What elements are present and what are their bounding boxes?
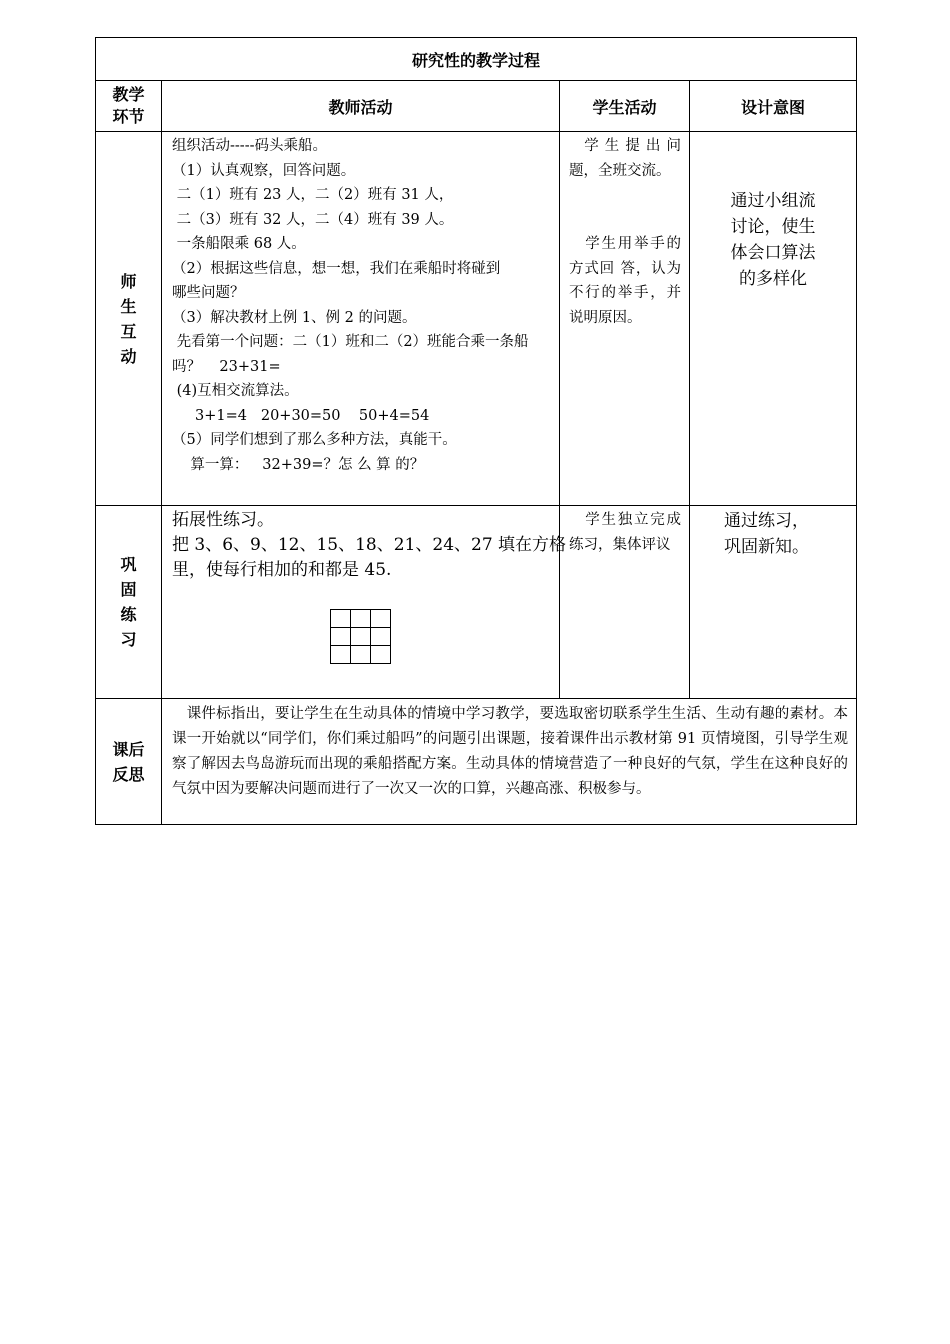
stage-char: 巩: [120, 555, 137, 574]
teacher-line: 一条船限乘 68 人。: [172, 236, 306, 252]
exercise-line: 里，使每行相加的和都是 45.: [172, 560, 392, 580]
stage-practice: [96, 506, 162, 699]
teacher-activity-practice: [162, 506, 567, 699]
stage-char: 练: [120, 605, 137, 624]
teacher-activity-interaction: [162, 132, 560, 506]
stage-char: 生: [120, 296, 137, 316]
grid-cell: [351, 646, 371, 664]
intent-line: 讨论，使生: [730, 217, 816, 237]
teacher-line: 哪些问题？: [172, 285, 245, 301]
grid-cell: [351, 628, 371, 646]
teaching-process-table: [95, 37, 857, 825]
grid-cell: [331, 646, 351, 664]
intent-line: 体会口算法: [730, 243, 816, 263]
stage-char: 互: [120, 321, 137, 341]
intent-line: 通过小组流: [730, 191, 816, 211]
header-stage: [96, 81, 162, 132]
student-activity-interaction: [560, 132, 690, 506]
teacher-line: （2）根据这些信息，想一想，我们在乘船时将碰到: [172, 260, 501, 277]
header-design-intent: 设计意图: [690, 81, 857, 132]
grid-cell: [371, 646, 391, 664]
teacher-line: 组织活动-----码头乘船。: [172, 138, 327, 154]
stage-reflection: [96, 699, 162, 825]
grid-cell: [351, 610, 371, 628]
reflection-text: 课件标指出，要让学生在生动具体的情境中学习教学，要选取密切联系学生生活、生动有趣的素材。本课一开始就以“同学们，你们乘过船吗”的问题引出课题，接着课件出示教材第 91 页情境图，引导学生观察了解因去鸟岛游玩而出现的乘船搭配方案。生动具体的情境营造了一种良好的气氛，学生在这种良好的气氛中因为要解决问题而进行了一次又一次的口算，兴趣高涨、积极参与。: [162, 699, 857, 825]
teacher-line: 算一算： 32+39=？怎 么 算 的？: [172, 456, 425, 473]
teacher-line: 吗？ 23+31=: [172, 358, 281, 375]
teacher-line: 二（3）班有 32 人，二（4）班有 39 人。: [172, 211, 454, 228]
teacher-line: （1）认真观察，回答问题。: [172, 162, 356, 179]
teacher-line: 先看第一个问题：二（1）班和二（2）班能合乘一条船: [172, 334, 529, 350]
teacher-line: （5）同学们想到了那么多种方法，真能干。: [172, 432, 457, 448]
student-text: 学生用举手的方式回 答，认为不行的举手，并说明原因。: [569, 236, 681, 326]
stage-line: 反思: [112, 764, 145, 784]
teacher-line: （3）解决教材上例 1、例 2 的问题。: [172, 309, 417, 326]
student-activity-practice: 学生独立完成练习，集体评议: [560, 506, 690, 699]
intent-line: 的多样化: [739, 269, 807, 289]
stage-char: 动: [120, 346, 137, 366]
table-title: 研究性的教学过程: [96, 38, 857, 81]
exercise-line: 拓展性练习。: [172, 510, 274, 530]
grid-cell: [371, 628, 391, 646]
stage-char: 固: [120, 580, 137, 599]
design-intent-interaction: [690, 132, 857, 506]
intent-line: 通过练习，: [724, 511, 809, 531]
magic-square-grid: [330, 609, 391, 664]
header-student-activity: 学生活动: [560, 81, 690, 132]
header-teacher-activity: 教师活动: [162, 81, 560, 132]
exercise-line: 把 3、6、9、12、15、18、21、24、27 填在方格: [172, 535, 567, 555]
stage-char: 习: [120, 630, 137, 649]
grid-cell: [331, 628, 351, 646]
teacher-line: 二（1）班有 23 人，二（2）班有 31 人，: [172, 187, 454, 203]
header-stage-line-2: 环节: [112, 107, 145, 126]
stage-interaction: [96, 132, 162, 506]
grid-cell: [331, 610, 351, 628]
design-intent-practice: [690, 506, 857, 699]
teacher-line: (4)互相交流算法。: [172, 383, 299, 399]
stage-char: 师: [120, 271, 137, 291]
header-stage-line-1: 教学: [112, 85, 145, 104]
grid-cell: [371, 610, 391, 628]
intent-line: 巩固新知。: [724, 537, 809, 557]
stage-line: 课后: [112, 739, 145, 759]
teacher-line: 3+1=4 20+30=50 50+4=54: [172, 407, 430, 424]
student-text: 学 生 提 出 问题，全班交流。: [569, 138, 681, 179]
